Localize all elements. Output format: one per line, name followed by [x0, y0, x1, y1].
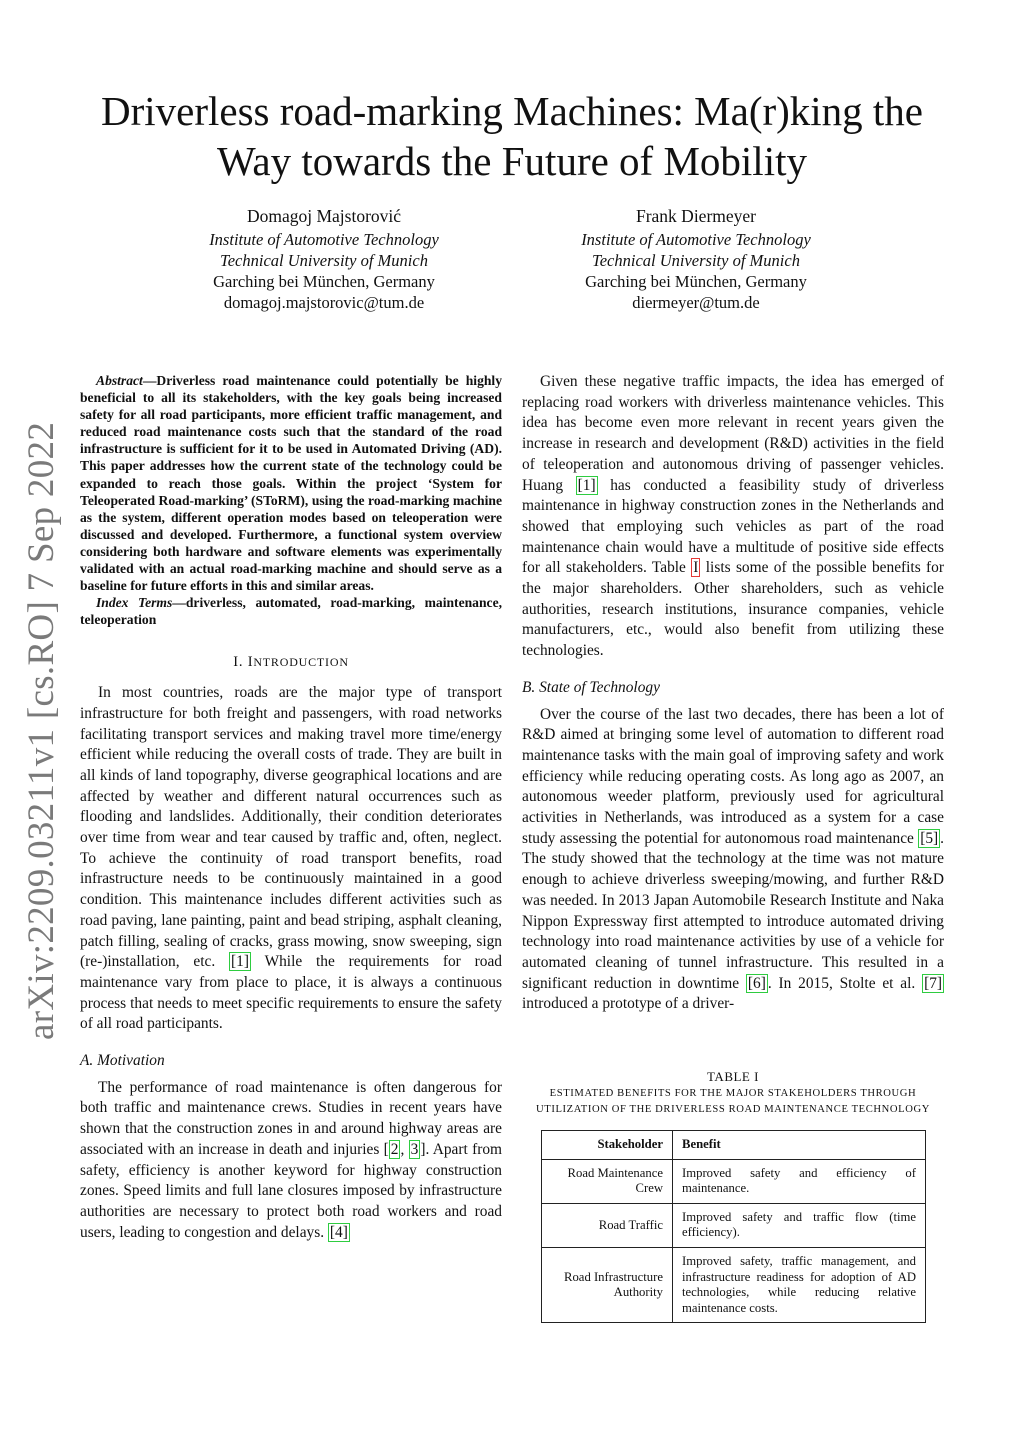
citation-link[interactable]: [6]: [747, 974, 766, 992]
author-name: Frank Diermeyer: [635, 206, 757, 226]
table-reference-link[interactable]: I: [693, 559, 699, 577]
citation-link[interactable]: [5]: [920, 829, 939, 847]
subsection-heading-motivation: A. Motivation: [80, 1052, 165, 1070]
citation-link[interactable]: [4]: [329, 1223, 348, 1241]
arxiv-watermark: arXiv:2209.03211v1 [cs.RO] 7 Sep 2022: [21, 421, 62, 1040]
impact-paragraph: Given these negative traffic impacts, the idea has emerged of replacing road workers with driverless maintenance vehicles. This idea has become even more relevant in recent years given the increase in research and development (R&D) activities in the field of teleoperation and autonomous driving of passenger vehicles. Huang [1] has conducted a feasibility study of driverless maintenance in highway construction zones in the Netherlands and showed that employing such vehicles as part of the road maintenance chain would have a multitude of positive side effects for all stakeholders. Table I lists some of the possible benefits for the major shareholders. Other shareholders, such as vehicle authorities, research institutions, insurance companies, vehicle manufacturers, etc., would also benefit from utilizing these technologies.: [522, 373, 944, 660]
table-header-stakeholder: Stakeholder: [542, 1131, 673, 1160]
intro-paragraph: In most countries, roads are the major type of transport infrastructure for both freight and passengers, with road networks facilitating transport services and making travel more time/energy efficient while reducing the overall costs of trade. They are built in all kinds of land topography, diverse geographical locations and are affected by weather and different natural occurrences such as flooding and landslides. Additionally, their condition deteriorates over time from wear and tear caused by traffic and, often, neglect. To achieve the continuity of road transport benefits, road infrastructure needs to be continuously maintained in a good condition. This maintenance includes different activities such as road paving, lane painting, paint and bead striping, asphalt cleaning, patch filling, sealing of cracks, grass mowing, snow sweeping, sign (re-)installation, etc. [1] While the requirements for road maintenance vary from place to place, it is always a continuous process that needs to meet specific requirements to ensure the safety of all road participants.: [80, 684, 502, 1033]
table-row: [542, 1247, 926, 1322]
author-location: Garching bei München, Germany: [213, 272, 435, 291]
author-block-1: [154, 206, 494, 313]
table-cell-benefit: Improved safety and traffic flow (time efficiency).: [673, 1203, 926, 1247]
index-terms-label: Index Terms: [96, 595, 173, 611]
table-row: [542, 1203, 926, 1247]
author-institute: Institute of Automotive Technology: [209, 230, 439, 249]
subsection-heading-state-of-technology: B. State of Technology: [522, 678, 660, 696]
citation-link[interactable]: [1]: [577, 476, 596, 494]
abstract-label: Abstract: [96, 373, 143, 388]
author-institute: Institute of Automotive Technology: [581, 230, 811, 249]
author-university: Technical University of Munich: [592, 251, 800, 270]
table-label: TABLE I: [707, 1069, 759, 1084]
abstract-text: —Driverless road maintenance could potentially be highly beneficial to all its stakeholders, with the key goals being increased safety for all road participants, more efficient traffic management, and reduced road maintenance costs such that the standard of the road infrastructure is sufficient for it to be used in Automated Driving (AD). This paper addresses how the current state of the technology could be expanded to reach those goals. Within the project ‘System for Teleoperated Road-marking’ (SToRM), using the road-marking machine as the system, different operation modes based on teleoperation were discussed and developed. Furthermore, a functional system overview considering both hardware and software elements was experimentally validated with an actual road-marking machine and should serve as a baseline for future efforts in this and similar areas.: [80, 373, 502, 594]
author-university: Technical University of Munich: [220, 251, 428, 270]
citation-link[interactable]: [1]: [231, 953, 249, 971]
table-caption-line: ESTIMATED BENEFITS FOR THE MAJOR STAKEHOLDERS THROUGH: [549, 1087, 917, 1099]
abstract: [80, 372, 502, 628]
table-cell-benefit: Improved safety, traffic management, and infrastructure readiness for adoption of AD technologies, while reducing relative maintenance costs.: [673, 1247, 926, 1322]
author-name: Domagoj Majstorović: [246, 206, 402, 226]
citation-link[interactable]: 3: [410, 1140, 419, 1158]
table-cell-stakeholder: Road Traffic: [542, 1203, 673, 1247]
state-of-technology-paragraph: Over the course of the last two decades, there has been a lot of R&D aimed at bringing some level of automation to different road maintenance tasks with the main goal of improving safety and work efficiency while reducing operating costs. As long ago as 2007, an autonomous weeder platform, previously used for agricultural activities in Netherlands, was introduced as a system for a case study assessing the potential for autonomous road maintenance [5] . The study showed that the technology at the time was not mature enough to achieve driverless sweeping/mowing, and further R&D was needed. In 2013 Japan Automobile Research Institute and Naka Nippon Expressway first attempted to introduce automated driving technology into road maintenance activities by use of a vehicle for automated cleaning of tunnel infrastructure. This resulted in a significant reduction in downtime [6] . In 2015, Stolte et al. [7] introduced a prototype of a driver-: [522, 705, 944, 1013]
citation-link[interactable]: [7]: [924, 974, 943, 992]
table-cell-stakeholder: Road Maintenance Crew: [542, 1159, 673, 1203]
table-row: [542, 1159, 926, 1203]
benefits-table: [541, 1130, 926, 1323]
table-caption-line: UTILIZATION OF THE DRIVERLESS ROAD MAINTENANCE TECHNOLOGY: [536, 1104, 930, 1115]
author-email[interactable]: domagoj.majstorovic@tum.de: [223, 293, 425, 312]
table-cell-stakeholder: Road Infrastructure Authority: [542, 1247, 673, 1322]
section-heading-introduction: I. INTRODUCTION: [233, 654, 349, 671]
index-terms-text: —driverless, automated, road-marking, maintenance, teleoperation: [80, 595, 502, 628]
table-caption: [522, 1069, 944, 1119]
left-column: [80, 372, 502, 1243]
table-header-row: [542, 1131, 926, 1160]
citation-link[interactable]: 2: [390, 1140, 399, 1158]
paper-title: Driverless road-marking Machines: Ma(r)king the Way towards the Future of Mobility: [100, 88, 924, 184]
table-cell-benefit: Improved safety and efficiency of maintenance.: [673, 1159, 926, 1203]
table-header-benefit: Benefit: [673, 1131, 926, 1160]
author-location: Garching bei München, Germany: [585, 272, 807, 291]
author-block-2: [526, 206, 866, 313]
motivation-paragraph: The performance of road maintenance is often dangerous for both traffic and maintenance crews. Studies in recent years have shown that the construction zones in and around highway areas are associated with an increase in death and injuries [ 2 , 3 ]. Apart from safety, efficiency is another keyword for highway construction zones. Speed limits and full lane closures imposed by infrastructure authorities are necessary to protect both road workers and road users, leading to congestion and delays. [4]: [80, 1078, 503, 1241]
author-email[interactable]: diermeyer@tum.de: [632, 293, 760, 312]
right-column: [522, 372, 944, 1015]
